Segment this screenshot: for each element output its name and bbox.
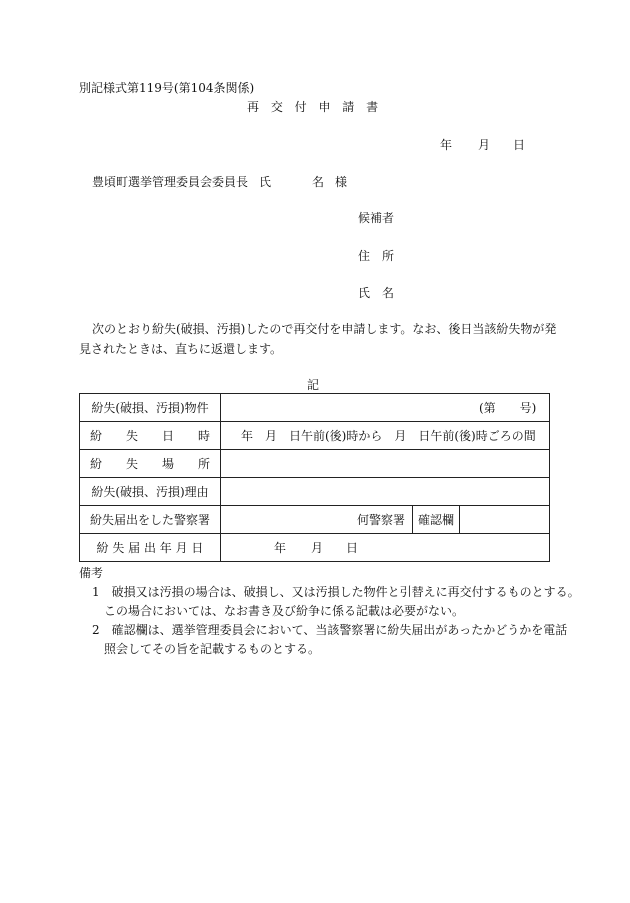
remark-1-line-1: 1 破損又は汚損の場合は、破損し、又は汚損した物件と引替えに再交付するものとする。 xyxy=(92,585,580,599)
name-label: 氏 名 xyxy=(358,286,395,300)
document-title: 再 交 付 申 請 書 xyxy=(247,100,383,114)
lost-datetime-template: 年 月 日午前(後)時から 月 日午前(後)時ごろの間 xyxy=(241,429,536,443)
label-police-station: 紛失届出をした警察署 xyxy=(89,512,210,527)
report-day-label: 日 xyxy=(346,541,359,555)
remark-2-line-1: 2 確認欄は、選挙管理委員会において、当該警察署に紛失届出があったかどうかを電話 xyxy=(92,623,568,637)
label-lost-place: 紛 失 場 所 xyxy=(89,456,210,471)
label-lost-item: 紛失(破損、汚損)物件 xyxy=(91,400,209,415)
table-row xyxy=(80,394,550,422)
table-row xyxy=(80,450,550,478)
lost-datetime-field[interactable] xyxy=(221,422,550,450)
addressee-title: 豊頃町選挙管理委員会委員長 xyxy=(92,175,249,189)
date-day-label: 日 xyxy=(513,138,526,152)
table-label-cell xyxy=(80,450,221,478)
date-month-label: 月 xyxy=(478,138,491,152)
ki-heading: 記 xyxy=(307,378,320,392)
table-row xyxy=(80,478,550,506)
report-year-label: 年 xyxy=(274,541,287,555)
label-lost-datetime: 紛 失 日 時 xyxy=(89,428,210,443)
lost-place-field[interactable] xyxy=(221,450,550,478)
table-row xyxy=(80,534,550,562)
candidate-label: 候補者 xyxy=(358,211,395,225)
police-station-label: 何警察署 xyxy=(357,513,406,527)
addressee-shi: 氏 xyxy=(259,175,272,189)
form-number: 別記様式第119号(第104条関係) xyxy=(79,81,255,95)
lost-reason-field[interactable] xyxy=(221,478,550,506)
label-lost-reason: 紛失(破損、汚損)理由 xyxy=(91,484,209,499)
address-label: 住 所 xyxy=(358,249,395,263)
table-row xyxy=(80,422,550,450)
table-row xyxy=(80,506,550,534)
date-year-label: 年 xyxy=(440,138,453,152)
report-month-label: 月 xyxy=(311,541,324,555)
lost-item-field[interactable] xyxy=(221,394,550,422)
table-label-cell xyxy=(80,534,221,562)
table-label-cell xyxy=(80,422,221,450)
table-label-cell xyxy=(80,506,221,534)
body-text-line-1: 次のとおり紛失(破損、汚損)したので再交付を申請します。なお、後日当該紛失物が発 xyxy=(92,322,557,336)
remarks-heading: 備考 xyxy=(79,566,104,580)
addressee-sama: 様 xyxy=(335,175,348,189)
remark-2-line-2: 照会してその旨を記載するものとする。 xyxy=(104,642,321,656)
report-date-field[interactable] xyxy=(221,534,550,562)
table-label-cell xyxy=(80,478,221,506)
item-number-label: (第 号) xyxy=(479,401,537,415)
confirm-label: 確認欄 xyxy=(418,513,455,527)
body-text-line-2: 見されたときは、直ちに返還します。 xyxy=(79,342,283,356)
police-station-field[interactable] xyxy=(221,506,550,534)
addressee-name: 名 xyxy=(312,175,325,189)
application-table xyxy=(79,393,550,562)
label-report-date: 紛 失 届 出 年 月 日 xyxy=(96,540,204,555)
remark-1-line-2: この場合においては、なお書き及び紛争に係る記載は必要がない。 xyxy=(104,604,465,618)
table-label-cell xyxy=(80,394,221,422)
